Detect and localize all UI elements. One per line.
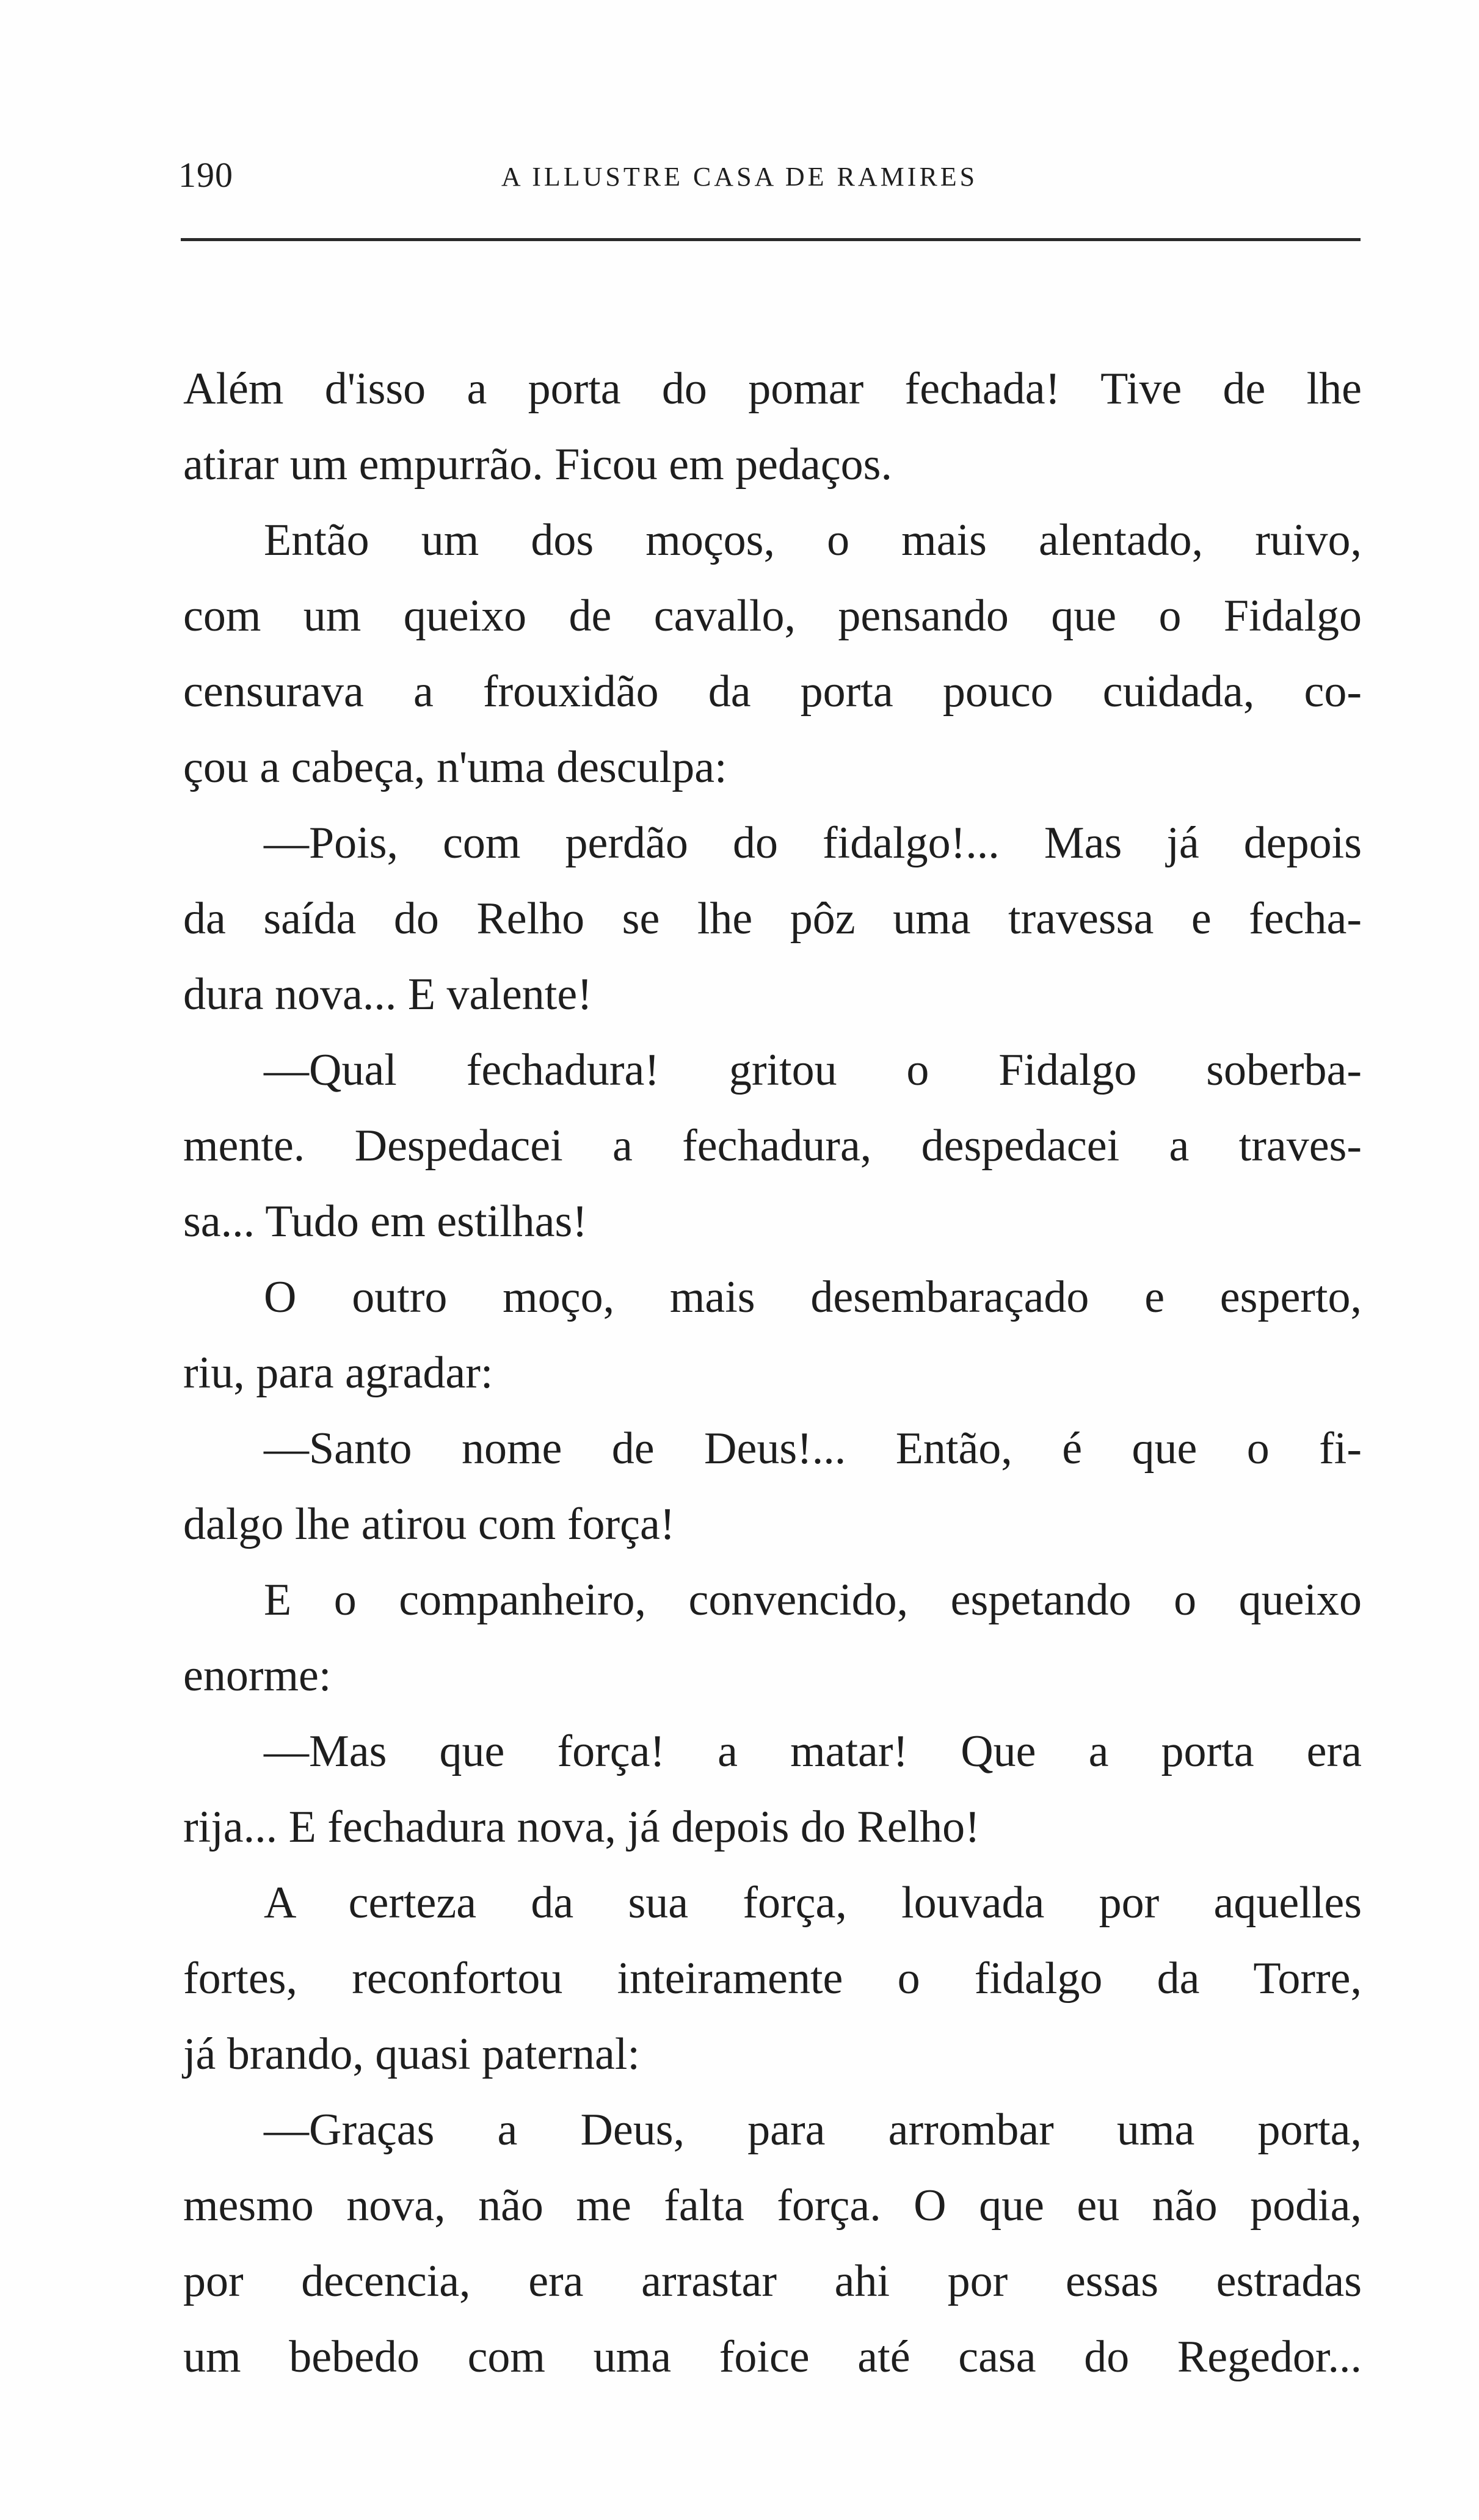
- text-line: E o companheiro, convencido, espetando o queixo: [264, 1575, 1362, 1625]
- text-line: A certeza da sua força, louvada por aquelles: [264, 1878, 1362, 1928]
- text-line: mente. Despedacei a fechadura, despedacei a traves-: [183, 1121, 1362, 1171]
- text-line: censurava a frouxidão da porta pouco cuidada, co-: [183, 667, 1362, 717]
- text-line: um bebedo com uma foice até casa do Regedor...: [183, 2332, 1362, 2382]
- text-line: já brando, quasi paternal:: [183, 2029, 640, 2079]
- text-line: da saída do Relho se lhe pôz uma travessa e fecha-: [183, 894, 1362, 944]
- text-line: —Graças a Deus, para arrombar uma porta,: [264, 2105, 1362, 2155]
- text-line: fortes, reconfortou inteiramente o fidalgo da Torre,: [183, 1953, 1362, 2004]
- text-line: O outro moço, mais desembaraçado e esperto,: [264, 1272, 1362, 1322]
- text-line: dura nova... E valente!: [183, 969, 592, 1019]
- text-line: —Qual fechadura! gritou o Fidalgo soberba-: [264, 1045, 1362, 1095]
- text-line: mesmo nova, não me falta força. O que eu não podia,: [183, 2181, 1362, 2231]
- text-line: riu, para agradar:: [183, 1348, 493, 1398]
- header-rule: [181, 238, 1361, 241]
- running-title: A ILLUSTRE CASA DE RAMIRES: [501, 162, 978, 192]
- text-line: atirar um empurrão. Ficou em pedaços.: [183, 440, 892, 490]
- text-line: com um queixo de cavallo, pensando que o Fidalgo: [183, 591, 1362, 641]
- text-line: —Santo nome de Deus!... Então, é que o fi-: [264, 1424, 1362, 1474]
- page-number: 190: [178, 155, 233, 195]
- text-line: çou a cabeça, n'uma desculpa:: [183, 742, 727, 792]
- text-line: rija... E fechadura nova, já depois do Relho!: [183, 1802, 980, 1852]
- body-text: [183, 351, 1362, 2395]
- text-line: dalgo lhe atirou com força!: [183, 1499, 675, 1549]
- text-line: Além d'isso a porta do pomar fechada! Tive de lhe: [183, 364, 1362, 414]
- text-line: sa... Tudo em estilhas!: [183, 1197, 587, 1247]
- text-line: por decencia, era arrastar ahi por essas estradas: [183, 2256, 1362, 2306]
- text-line: Então um dos moços, o mais alentado, ruivo,: [264, 515, 1362, 565]
- text-line: —Mas que força! a matar! Que a porta era: [264, 1726, 1362, 1776]
- text-line: —Pois, com perdão do fidalgo!... Mas já depois: [264, 818, 1362, 868]
- text-line: enorme:: [183, 1651, 332, 1701]
